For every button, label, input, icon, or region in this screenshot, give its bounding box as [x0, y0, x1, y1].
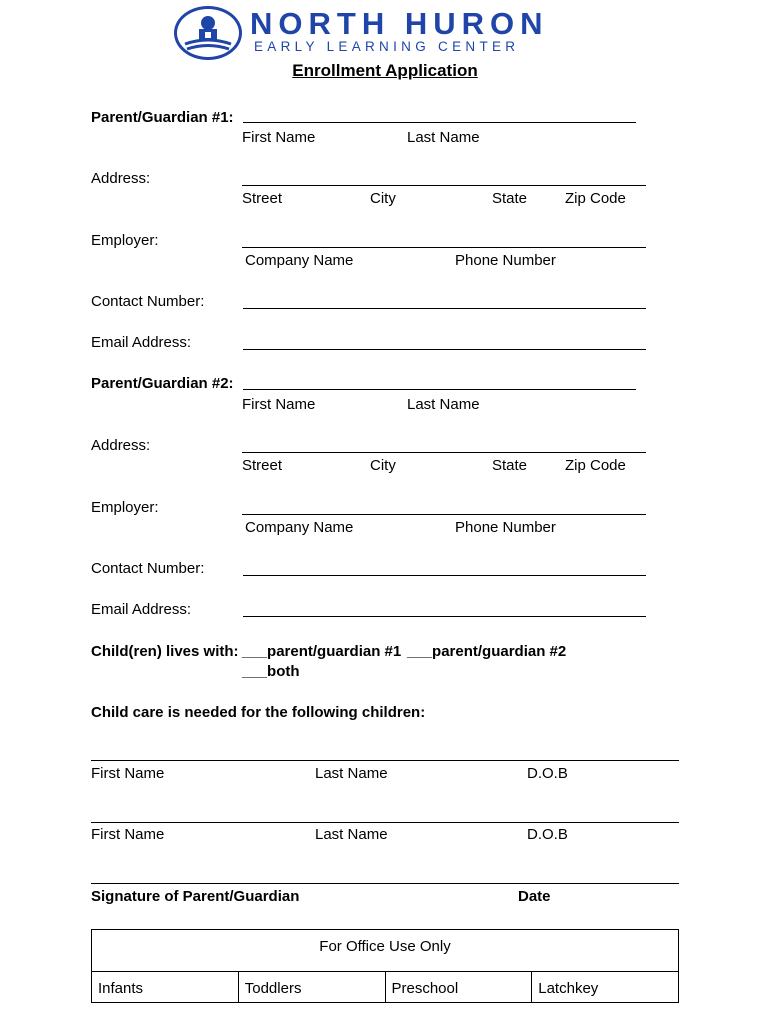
- guardian1-contact-label: Contact Number:: [91, 293, 205, 310]
- guardian2-label: Parent/Guardian #2:: [91, 375, 234, 392]
- guardian2-address-label: Address:: [91, 437, 151, 454]
- logo: [174, 6, 599, 58]
- guardian2-phone-caption: Phone Number: [455, 519, 556, 536]
- guardian1-email-line[interactable]: [243, 349, 646, 350]
- guardian2-address-line[interactable]: [242, 452, 646, 453]
- guardian1-zip-caption: Zip Code: [565, 190, 626, 207]
- guardian2-employer-label: Employer:: [91, 499, 159, 516]
- guardian1-email-label: Email Address:: [91, 334, 192, 351]
- child2-first-name-caption: First Name: [91, 826, 165, 843]
- guardian1-phone-caption: Phone Number: [455, 252, 556, 269]
- child1-line[interactable]: [91, 760, 679, 761]
- guardian1-company-caption: Company Name: [245, 252, 354, 269]
- guardian2-last-name-caption: Last Name: [407, 396, 480, 413]
- guardian2-company-caption: Company Name: [245, 519, 354, 536]
- date-label: Date: [518, 888, 551, 905]
- child2-line[interactable]: [91, 822, 679, 823]
- guardian1-label: Parent/Guardian #1:: [91, 109, 234, 126]
- guardian2-email-label: Email Address:: [91, 601, 192, 618]
- signature-label: Signature of Parent/Guardian: [91, 888, 300, 905]
- child1-last-name-caption: Last Name: [315, 765, 388, 782]
- guardian2-email-line[interactable]: [243, 616, 646, 617]
- guardian1-address-label: Address:: [91, 170, 151, 187]
- guardian2-city-caption: City: [370, 457, 396, 474]
- child1-first-name-caption: First Name: [91, 765, 165, 782]
- guardian1-contact-line[interactable]: [243, 308, 646, 309]
- children-heading: Child care is needed for the following children:: [91, 704, 426, 721]
- guardian2-name-line[interactable]: [243, 389, 636, 390]
- guardian1-name-line[interactable]: [243, 122, 636, 123]
- guardian1-state-caption: State: [492, 190, 528, 207]
- guardian2-state-caption: State: [492, 457, 528, 474]
- guardian2-employer-line[interactable]: [242, 514, 646, 515]
- lives-with-option-both[interactable]: ___both: [242, 663, 300, 680]
- guardian1-first-name-caption: First Name: [242, 129, 316, 146]
- office-use-table: [91, 929, 679, 1003]
- lives-with-option-guardian1[interactable]: ___parent/guardian #1: [242, 643, 402, 660]
- office-cell-infants[interactable]: Infants: [92, 972, 239, 1002]
- office-use-row: [92, 971, 678, 1002]
- guardian2-contact-line[interactable]: [243, 575, 646, 576]
- child2-last-name-caption: Last Name: [315, 826, 388, 843]
- guardian1-address-line[interactable]: [242, 185, 646, 186]
- child2-dob-caption: D.O.B: [527, 826, 568, 843]
- guardian1-employer-label: Employer:: [91, 232, 159, 249]
- guardian1-street-caption: Street: [242, 190, 283, 207]
- guardian1-employer-line[interactable]: [242, 247, 646, 248]
- lives-with-label: Child(ren) lives with:: [91, 643, 239, 660]
- signature-line[interactable]: [91, 883, 679, 884]
- page-title: Enrollment Application: [292, 61, 478, 80]
- office-cell-toddlers[interactable]: Toddlers: [239, 972, 386, 1002]
- guardian1-city-caption: City: [370, 190, 396, 207]
- brand-name: NORTH HURON: [250, 6, 549, 41]
- guardian2-first-name-caption: First Name: [242, 396, 316, 413]
- guardian2-contact-label: Contact Number:: [91, 560, 205, 577]
- lives-with-option-guardian2[interactable]: ___parent/guardian #2: [407, 643, 567, 660]
- office-cell-preschool[interactable]: Preschool: [386, 972, 533, 1002]
- brand-subtitle: EARLY LEARNING CENTER: [254, 39, 520, 54]
- guardian1-last-name-caption: Last Name: [407, 129, 480, 146]
- office-cell-latchkey[interactable]: Latchkey: [538, 980, 599, 997]
- guardian2-street-caption: Street: [242, 457, 283, 474]
- logo-emblem-icon: [174, 6, 242, 60]
- guardian2-zip-caption: Zip Code: [565, 457, 626, 474]
- child1-dob-caption: D.O.B: [527, 765, 568, 782]
- office-use-title: For Office Use Only: [319, 938, 451, 955]
